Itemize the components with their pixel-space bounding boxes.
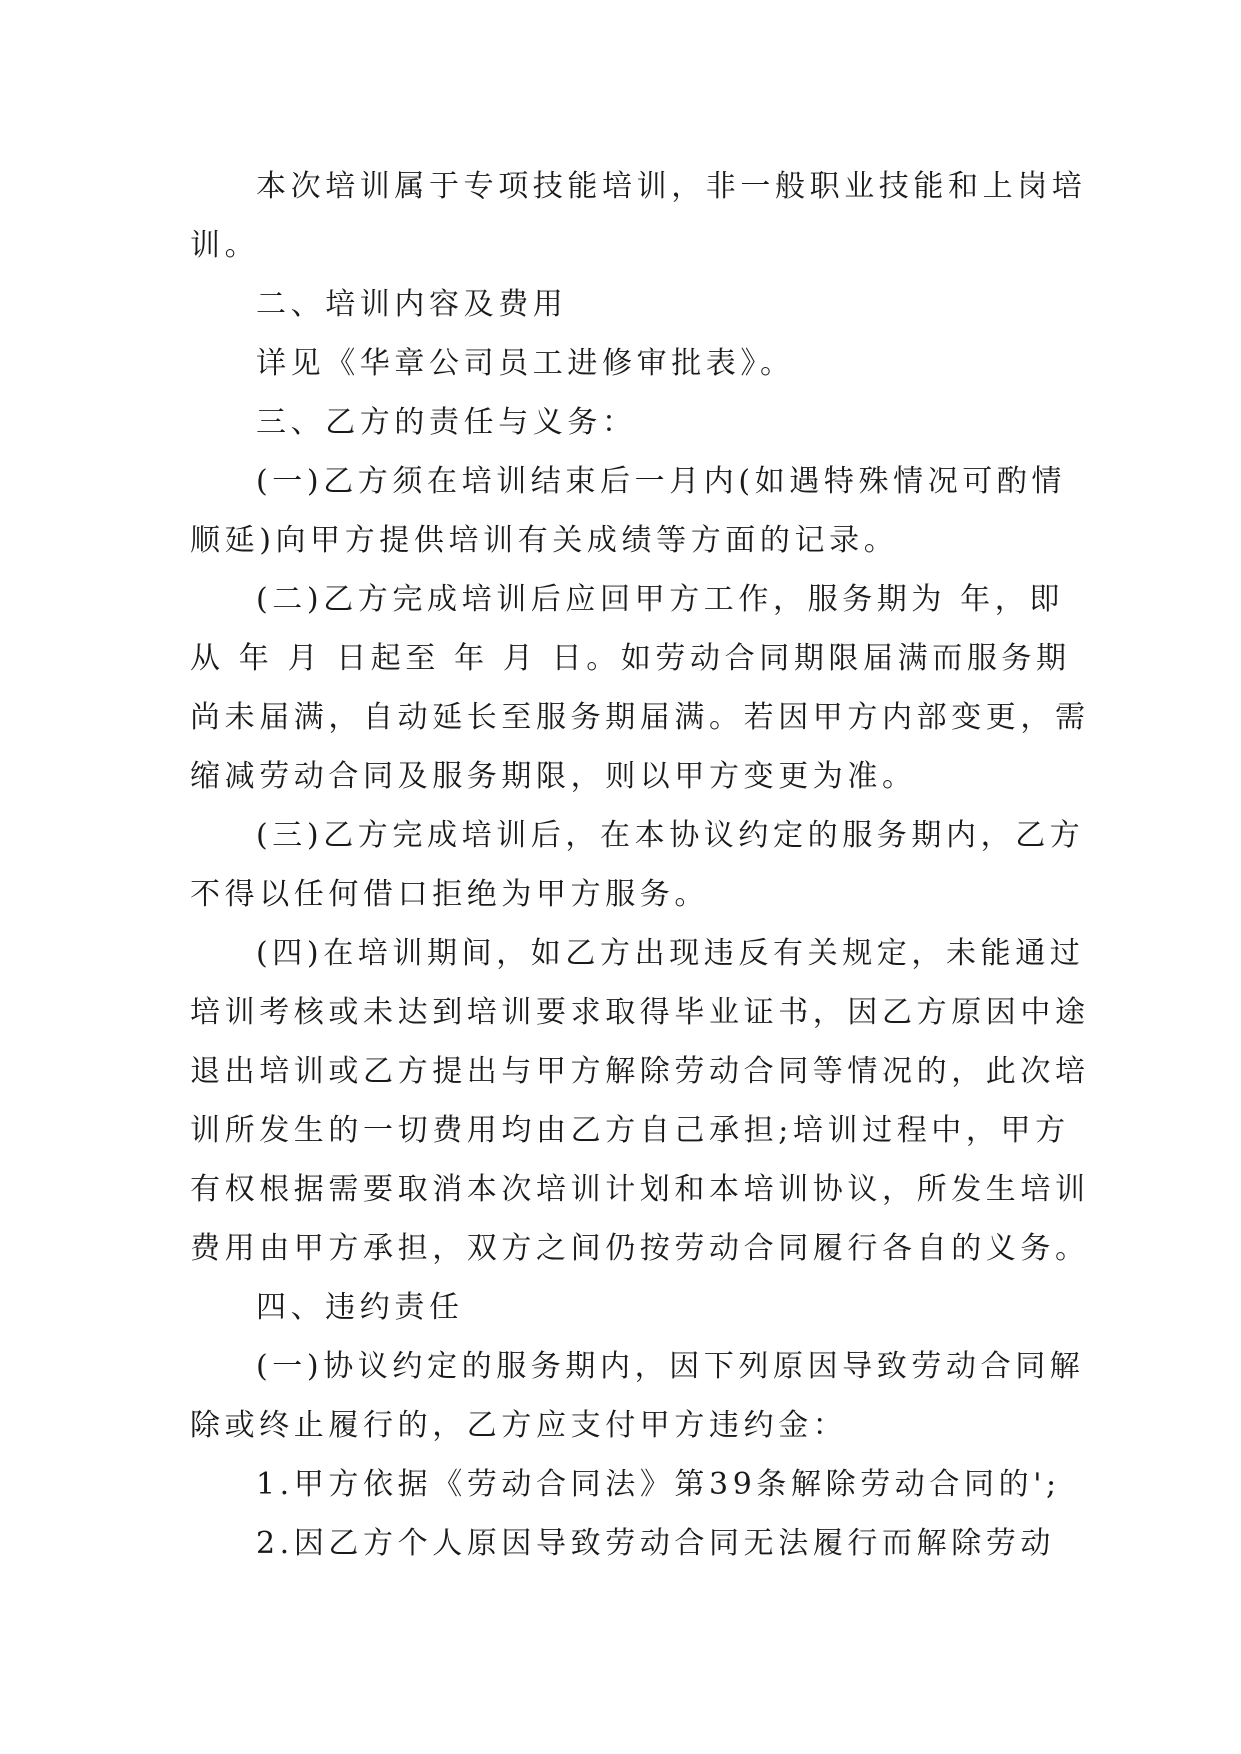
document-line: 2.因乙方个人原因导致劳动合同无法履行而解除劳动 [256, 1526, 1056, 1561]
document-line: 二、培训内容及费用 [256, 287, 568, 322]
document-line: 顺延)向甲方提供培训有关成绩等方面的记录。 [190, 523, 899, 558]
document-line: 尚未届满，自动延长至服务期届满。若因甲方内部变更，需 [190, 700, 1090, 735]
document-line: 退出培训或乙方提出与甲方解除劳动合同等情况的，此次培 [190, 1054, 1090, 1089]
document-line: 费用由甲方承担，双方之间仍按劳动合同履行各自的义务。 [190, 1231, 1090, 1266]
document-line: 训所发生的一切费用均由乙方自己承担;培训过程中，甲方 [190, 1113, 1070, 1148]
document-line: (一)乙方须在培训结束后一月内(如遇特殊情况可酌情 [256, 464, 1067, 499]
document-line: 本次培训属于专项技能培训，非一般职业技能和上岗培 [256, 169, 1087, 204]
document-line: 详见《华章公司员工进修审批表》。 [256, 346, 795, 381]
document-line: 培训考核或未达到培训要求取得毕业证书，因乙方原因中途 [190, 995, 1090, 1030]
document-line: (三)乙方完成培训后，在本协议约定的服务期内，乙方 [256, 818, 1085, 853]
document-body [190, 157, 1090, 1573]
document-line: 不得以任何借口拒绝为甲方服务。 [190, 877, 709, 912]
document-line: 缩减劳动合同及服务期限，则以甲方变更为准。 [190, 759, 917, 794]
document-line: 1.甲方依据《劳动合同法》第39条解除劳动合同的'; [256, 1467, 1061, 1502]
document-line: (二)乙方完成培训后应回甲方工作，服务期为 年，即 [256, 582, 1064, 617]
document-line: (四)在培训期间，如乙方出现违反有关规定，未能通过 [256, 936, 1085, 971]
document-line: 四、违约责任 [256, 1290, 464, 1325]
document-line: 从 年 月 日起至 年 月 日。如劳动合同期限届满而服务期 [190, 641, 1071, 676]
document-line: 三、乙方的责任与义务： [256, 405, 637, 440]
document-line: 除或终止履行的，乙方应支付甲方违约金： [190, 1408, 848, 1443]
document-line: (一)协议约定的服务期内，因下列原因导致劳动合同解 [256, 1349, 1085, 1384]
document-line: 训。 [190, 228, 260, 263]
document-line: 有权根据需要取消本次培训计划和本培训协议，所发生培训 [190, 1172, 1090, 1207]
